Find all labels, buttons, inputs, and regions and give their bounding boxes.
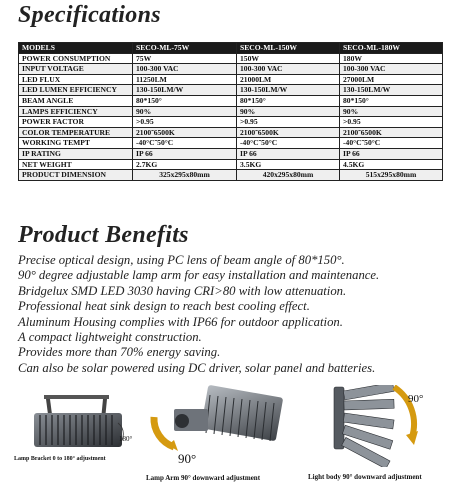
benefits-list xyxy=(18,253,458,376)
spec-value-cell: -40°C˜50°C xyxy=(340,138,443,149)
spec-value-cell: 2.7KG xyxy=(133,159,237,170)
spec-value-cell: 180W xyxy=(340,53,443,64)
table-row xyxy=(19,74,443,85)
spec-value-cell: 3.5KG xyxy=(237,159,340,170)
spec-value-cell: >0.95 xyxy=(237,117,340,128)
spec-value-cell: >0.95 xyxy=(133,117,237,128)
spec-label-cell: PRODUCT DIMENSION xyxy=(19,170,133,181)
benefit-item: Aluminum Housing complies with IP66 for outdoor application. xyxy=(18,314,343,329)
spec-value-cell: 90% xyxy=(133,106,237,117)
arm-angle-label: 90° xyxy=(178,451,197,466)
table-row xyxy=(19,64,443,75)
table-row xyxy=(19,170,443,181)
spec-value-cell: 2100˜6500K xyxy=(237,127,340,138)
table-row xyxy=(19,148,443,159)
bracket-caption: Lamp Bracket 0 to 180° adjustment xyxy=(14,456,106,462)
bracket-angle-label: 180° xyxy=(119,435,133,443)
spec-label-cell: WORKING TEMPT xyxy=(19,138,133,149)
spec-label-cell: BEAM ANGLE xyxy=(19,95,133,106)
spec-value-cell: 80*150° xyxy=(133,95,237,106)
spec-value-cell: 21000LM xyxy=(237,74,340,85)
lamp-arm-image xyxy=(146,385,296,473)
spec-value-cell: 130-150LM/W xyxy=(237,85,340,96)
spec-label-cell: POWER FACTOR xyxy=(19,117,133,128)
header-model-180w: SECO-ML-180W xyxy=(340,43,443,54)
header-model-75w: SECO-ML-75W xyxy=(133,43,237,54)
header-models: MODELS xyxy=(19,43,133,54)
spec-value-cell: IP 66 xyxy=(340,148,443,159)
spec-value-cell: 2100˜6500K xyxy=(133,127,237,138)
table-row xyxy=(19,106,443,117)
spec-value-cell: 90% xyxy=(237,106,340,117)
spec-value-cell: -40°C˜50°C xyxy=(237,138,340,149)
spec-label-cell: COLOR TEMPERATURE xyxy=(19,127,133,138)
specifications-heading: Specifications xyxy=(18,2,161,28)
spec-value-cell: 100-300 VAC xyxy=(340,64,443,75)
spec-value-cell: 4.5KG xyxy=(340,159,443,170)
spec-label-cell: POWER CONSUMPTION xyxy=(19,53,133,64)
spec-value-cell: 90% xyxy=(340,106,443,117)
benefit-item: Bridgelux SMD LED 3030 having CRI>80 with low attenuation. xyxy=(18,283,347,298)
benefit-item: Precise optical design, using PC lens of beam angle of 80*150°. xyxy=(18,253,345,267)
body-caption: Light body 90° downward adjustment xyxy=(308,473,422,481)
table-row xyxy=(19,95,443,106)
arm-caption: Lamp Arm 90° downward adjustment xyxy=(146,474,261,482)
spec-value-cell: 27000LM xyxy=(340,74,443,85)
adjustment-images xyxy=(0,385,459,500)
specifications-table xyxy=(18,42,443,181)
spec-value-cell: IP 66 xyxy=(133,148,237,159)
table-row xyxy=(19,85,443,96)
light-body-image xyxy=(302,385,452,467)
table-header-row xyxy=(19,43,443,54)
spec-value-cell: 80*150° xyxy=(237,95,340,106)
table-row xyxy=(19,138,443,149)
spec-value-cell: 150W xyxy=(237,53,340,64)
spec-value-cell: 100-300 VAC xyxy=(133,64,237,75)
table-row xyxy=(19,127,443,138)
product-benefits-heading: Product Benefits xyxy=(18,222,189,248)
body-angle-label: 90° xyxy=(408,393,424,405)
spec-value-cell: 2100˜6500K xyxy=(340,127,443,138)
spec-value-cell: >0.95 xyxy=(340,117,443,128)
spec-value-cell: IP 66 xyxy=(237,148,340,159)
benefit-item: Can also be solar powered using DC driver, solar panel and batteries. xyxy=(18,360,376,375)
spec-value-cell: 130-150LM/W xyxy=(133,85,237,96)
spec-value-cell: 130-150LM/W xyxy=(340,85,443,96)
table-row xyxy=(19,159,443,170)
spec-value-cell: 420x295x80mm xyxy=(237,170,340,181)
table-row xyxy=(19,117,443,128)
spec-label-cell: IP RATING xyxy=(19,148,133,159)
benefit-item: A compact lightweight construction. xyxy=(18,330,202,345)
spec-value-cell: 325x295x80mm xyxy=(133,170,237,181)
spec-label-cell: INPUT VOLTAGE xyxy=(19,64,133,75)
spec-label-cell: LAMPS EFFICIENCY xyxy=(19,106,133,117)
spec-label-cell: LED FLUX xyxy=(19,74,133,85)
spec-label-cell: NET WEIGHT xyxy=(19,159,133,170)
spec-value-cell: 75W xyxy=(133,53,237,64)
benefit-item: Professional heat sink design to reach best cooling effect. xyxy=(18,299,310,314)
spec-value-cell: 100-300 VAC xyxy=(237,64,340,75)
spec-value-cell: 515x295x80mm xyxy=(340,170,443,181)
spec-label-cell: LED LUMEN EFFICIENCY xyxy=(19,85,133,96)
table-row xyxy=(19,53,443,64)
header-model-150w: SECO-ML-150W xyxy=(237,43,340,54)
spec-value-cell: -40°C˜50°C xyxy=(133,138,237,149)
spec-value-cell: 11250LM xyxy=(133,74,237,85)
benefit-item: 90° degree adjustable lamp arm for easy installation and maintenance. xyxy=(18,268,380,283)
spec-value-cell: 80*150° xyxy=(340,95,443,106)
benefit-item: Provides more than 70% energy saving. xyxy=(18,345,221,360)
